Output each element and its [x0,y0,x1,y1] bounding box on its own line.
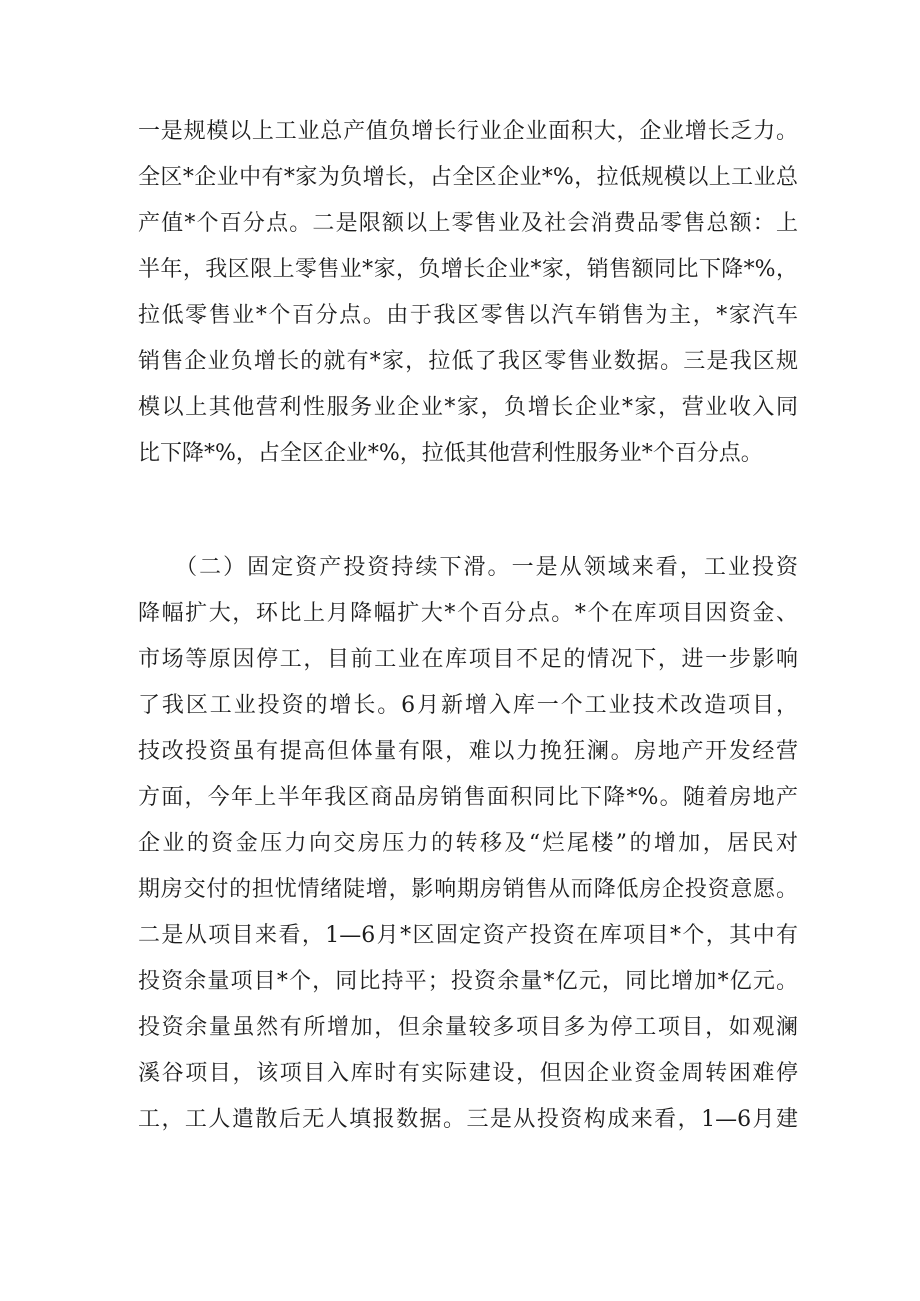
text-line: 工，工人遣散后无人填报数据。三是从投资构成来看，1—6月建 [138,1107,798,1132]
text-line: 方面，今年上半年我区商品房销售面积同比下降*%。随着房地产 [138,785,798,810]
text-line: 投资余量项目*个，同比持平；投资余量*亿元，同比增加*亿元。 [138,969,798,994]
paragraph-industry-retail [138,109,798,477]
text-line: 市场等原因停工，目前工业在库项目不足的情况下，进一步影响 [138,647,798,672]
text-line: 期房交付的担忧情绪陡增，影响期房销售从而降低房企投资意愿。 [138,877,798,902]
text-line: 一是规模以上工业总产值负增长行业企业面积大，企业增长乏力。 [138,119,798,144]
text-line: 模以上其他营利性服务业企业*家，负增长企业*家，营业收入同 [138,395,798,420]
text-line: （二）固定资产投资持续下滑。一是从领域来看，工业投资 [138,555,798,580]
text-line: 拉低零售业*个百分点。由于我区零售以汽车销售为主，*家汽车 [138,303,798,328]
text-line: 产值*个百分点。二是限额以上零售业及社会消费品零售总额：上 [138,211,798,236]
text-line: 二是从项目来看，1—6月*区固定资产投资在库项目*个，其中有 [138,923,798,948]
paragraph-fixed-asset-investment [138,545,798,1143]
text-line: 投资余量虽然有所增加，但余量较多项目多为停工项目，如观澜 [138,1015,798,1040]
text-line: 比下降*%，占全区企业*%，拉低其他营利性服务业*个百分点。 [138,441,763,466]
text-line: 全区*企业中有*家为负增长，占全区企业*%，拉低规模以上工业总 [138,165,798,190]
text-line: 技改投资虽有提高但体量有限，难以力挽狂澜。房地产开发经营 [138,739,798,764]
text-line: 降幅扩大，环比上月降幅扩大*个百分点。*个在库项目因资金、 [138,601,798,626]
text-line: 销售企业负增长的就有*家，拉低了我区零售业数据。三是我区规 [138,349,798,374]
text-line: 了我区工业投资的增长。6月新增入库一个工业技术改造项目， [138,693,798,718]
text-line: 企业的资金压力向交房压力的转移及“烂尾楼”的增加，居民对 [138,831,798,856]
text-line: 溪谷项目，该项目入库时有实际建设，但因企业资金周转困难停 [138,1061,798,1086]
text-line: 半年，我区限上零售业*家，负增长企业*家，销售额同比下降*%， [138,257,798,282]
